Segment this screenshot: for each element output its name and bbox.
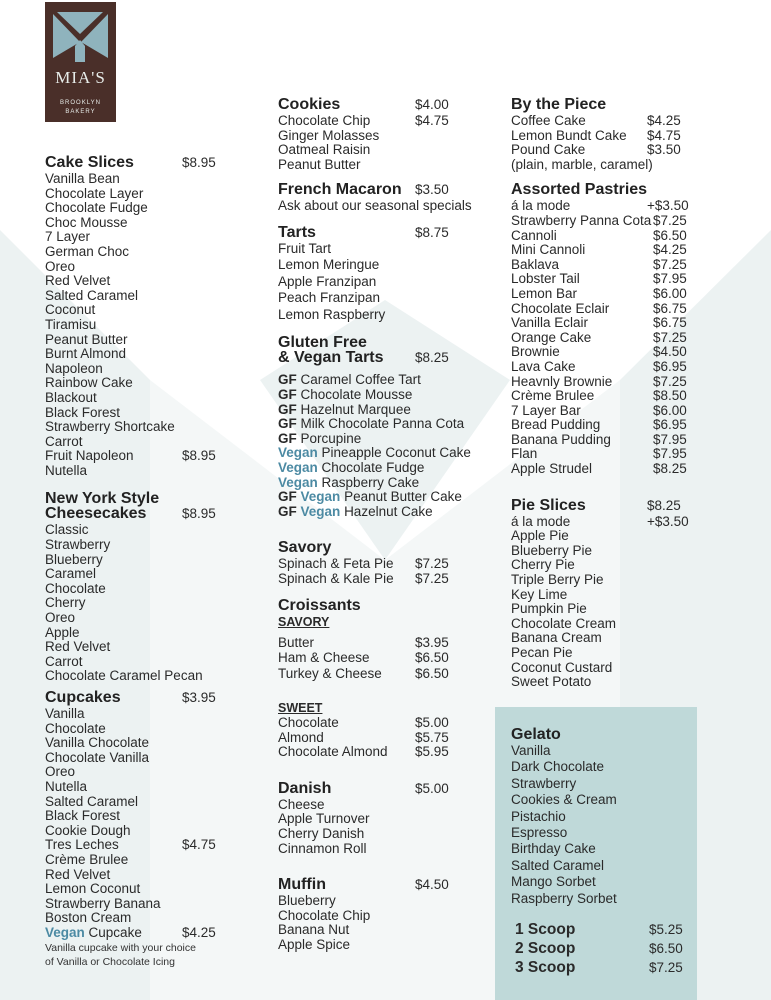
item-name: Baklava xyxy=(511,256,560,272)
item-name: Bread Pudding xyxy=(511,417,601,433)
item-price: $3.95 xyxy=(415,634,449,650)
gf-tag: GF xyxy=(278,372,297,388)
scoop-row xyxy=(511,958,691,977)
item-price: $4.25 xyxy=(647,113,681,128)
list-item: Espresso xyxy=(511,824,568,840)
item-name: Almond xyxy=(278,729,324,745)
list-item: Burnt Almond xyxy=(45,346,127,362)
item-name: Caramel Coffee Tart xyxy=(300,372,421,388)
gf-vegan-header-line2 xyxy=(278,349,498,367)
gf-tag: GF xyxy=(278,430,297,446)
item-price: $6.75 xyxy=(653,300,687,316)
list-item xyxy=(45,838,245,853)
list-item xyxy=(278,490,498,505)
list-item xyxy=(278,731,498,746)
list-item xyxy=(511,433,741,448)
item-name: Orange Cake xyxy=(511,329,592,345)
list-item xyxy=(511,447,741,462)
item-name: Chocolate Fudge xyxy=(321,460,425,476)
vegan-tag: Vegan xyxy=(300,503,341,519)
scoop-row xyxy=(511,920,691,939)
list-item xyxy=(278,667,498,683)
scoop-price: $7.25 xyxy=(649,959,683,975)
list-item: Vanilla Chocolate xyxy=(45,735,150,751)
item-name: Tres Leches xyxy=(45,837,119,853)
list-item: Peanut Butter xyxy=(278,156,361,172)
list-item xyxy=(511,199,741,214)
cake-slices-header xyxy=(45,154,245,172)
cupcakes-header xyxy=(45,689,245,707)
list-item: Caramel xyxy=(45,566,97,582)
cupcakes-title: Cupcakes xyxy=(45,689,121,706)
list-item xyxy=(511,331,741,346)
item-name: Milk Chocolate Panna Cota xyxy=(300,416,465,432)
item-name: Brownie xyxy=(511,344,560,360)
danish-title: Danish xyxy=(278,779,332,797)
list-item: Pistachio xyxy=(511,808,566,824)
item-name: Banana Pudding xyxy=(511,431,611,447)
by-the-piece-note: (plain, marble, caramel) xyxy=(511,156,653,172)
item-name: Raspberry Cake xyxy=(321,474,420,490)
scoop-size: 3 Scoop xyxy=(515,958,576,976)
item-price: +$3.50 xyxy=(647,513,689,529)
item-name: Turkey & Cheese xyxy=(278,666,382,682)
item-name: Hazelnut Marquee xyxy=(300,401,411,417)
cookies-title: Cookies xyxy=(278,96,341,113)
list-item: Strawberry Shortcake xyxy=(45,419,175,435)
item-name: Cupcake xyxy=(88,924,142,940)
item-name: Vanilla Eclair xyxy=(511,315,589,331)
list-item: Blueberry xyxy=(45,551,103,567)
item-price: $8.95 xyxy=(182,448,216,464)
list-item xyxy=(511,272,741,287)
cupcake-note-2: of Vanilla or Chocolate Icing xyxy=(45,955,175,968)
item-name: Butter xyxy=(278,634,315,650)
item-name: 7 Layer Bar xyxy=(511,402,581,418)
item-name: Porcupine xyxy=(300,430,362,446)
list-item xyxy=(278,461,498,476)
item-name: Ham & Cheese xyxy=(278,650,370,666)
vegan-tag: Vegan xyxy=(278,445,318,461)
list-item: Ginger Molasses xyxy=(278,127,380,143)
list-item: Salted Caramel xyxy=(45,793,139,809)
cupcake-note-1: Vanilla cupcake with your choice xyxy=(45,941,196,954)
logo-sub-bakery: BAKERY xyxy=(65,109,96,115)
list-item: Cherry Pie xyxy=(511,557,575,573)
macaron-header xyxy=(278,181,498,199)
list-item: Sweet Potato xyxy=(511,674,592,690)
list-item xyxy=(278,636,498,652)
brand-logo xyxy=(45,2,116,122)
item-price: $7.25 xyxy=(653,329,687,345)
croissants-header xyxy=(278,597,498,615)
vegan-tag: Vegan xyxy=(278,460,318,476)
list-item xyxy=(511,375,741,390)
list-item: Chocolate Fudge xyxy=(45,200,148,216)
list-item: Banana Nut xyxy=(278,922,350,938)
list-item: Apple Spice xyxy=(278,936,351,952)
gf-tag: GF xyxy=(278,489,297,505)
item-price: $6.50 xyxy=(415,650,449,666)
cupcakes-price: $3.95 xyxy=(182,690,216,705)
scoop-size: 1 Scoop xyxy=(515,920,576,938)
list-item xyxy=(278,476,498,491)
scoop-size: 2 Scoop xyxy=(515,939,576,957)
list-item: Coconut Custard xyxy=(511,659,613,675)
list-item: Nutella xyxy=(45,778,88,794)
item-price: $7.25 xyxy=(653,212,687,228)
list-item xyxy=(278,432,498,447)
cheesecakes-title-1: New York Style xyxy=(45,490,160,508)
scoop-price: $5.25 xyxy=(649,921,683,937)
gelato-title: Gelato xyxy=(511,726,561,743)
list-item: Apple Turnover xyxy=(278,811,370,827)
item-price: $4.50 xyxy=(653,344,687,360)
item-name: Chocolate Chip xyxy=(278,113,371,128)
list-item: Crème Brulee xyxy=(45,851,129,867)
scoop-price: $6.50 xyxy=(649,940,683,956)
list-item: Dark Chocolate xyxy=(511,759,605,775)
list-item: Pumpkin Pie xyxy=(511,601,587,617)
muffin-header xyxy=(278,876,498,894)
vegan-tag: Vegan xyxy=(45,924,85,940)
macaron-price: $3.50 xyxy=(415,182,449,198)
list-item: Carrot xyxy=(45,433,83,449)
list-item: Cinnamon Roll xyxy=(278,840,367,856)
list-item xyxy=(511,389,741,404)
list-item: Chocolate Cream xyxy=(511,615,617,631)
list-item: Strawberry xyxy=(45,537,111,553)
item-price: $6.50 xyxy=(653,227,687,243)
list-item xyxy=(511,229,741,244)
macaron-note: Ask about our seasonal specials xyxy=(278,198,472,214)
item-price: $7.25 xyxy=(653,256,687,272)
vegan-tag: Vegan xyxy=(278,474,318,490)
tarts-header xyxy=(278,224,498,242)
list-item xyxy=(511,404,741,419)
list-item xyxy=(511,360,741,375)
pie-header xyxy=(511,497,741,515)
list-item: Salted Caramel xyxy=(45,287,139,303)
list-item: Chocolate Vanilla xyxy=(45,749,150,765)
list-item: Raspberry Sorbet xyxy=(511,890,617,906)
list-item xyxy=(511,114,741,129)
item-price: $8.50 xyxy=(653,388,687,404)
list-item: Red Velvet xyxy=(45,639,111,655)
list-item xyxy=(511,418,741,433)
list-item: Lemon Raspberry xyxy=(278,306,386,322)
cake-slices-title: Cake Slices xyxy=(45,154,134,171)
item-price: $6.00 xyxy=(653,285,687,301)
item-price: $6.95 xyxy=(653,358,687,374)
list-item: Chocolate Chip xyxy=(278,907,371,923)
list-item xyxy=(278,505,498,520)
tarts-price: $8.75 xyxy=(415,224,449,240)
by-the-piece-title: By the Piece xyxy=(511,96,607,113)
item-name: Lemon Bar xyxy=(511,285,578,301)
item-price: $7.95 xyxy=(653,431,687,447)
list-item xyxy=(511,143,741,158)
list-item xyxy=(511,243,741,258)
item-name: Peanut Butter Cake xyxy=(344,489,462,505)
item-price: $8.25 xyxy=(653,461,687,477)
list-item: Key Lime xyxy=(511,586,568,602)
list-item: Classic xyxy=(45,522,89,538)
item-name: Lemon Bundt Cake xyxy=(511,127,627,143)
list-item: Strawberry Banana xyxy=(45,895,161,911)
list-item: Blueberry Pie xyxy=(511,542,593,558)
cheesecakes-title-2: Cheesecakes xyxy=(45,505,147,523)
savory-header xyxy=(278,539,498,557)
item-name: Cannoli xyxy=(511,227,557,243)
by-the-piece-header xyxy=(511,96,741,114)
list-item: Red Velvet xyxy=(45,273,111,289)
croissants-sweet-label: SWEET xyxy=(278,700,323,715)
list-item: Birthday Cake xyxy=(511,841,596,857)
logo-name: MIA'S xyxy=(55,68,106,87)
list-item xyxy=(511,302,741,317)
croissants-title: Croissants xyxy=(278,596,361,614)
gelato-panel xyxy=(495,707,697,1000)
muffin-title: Muffin xyxy=(278,876,326,894)
pie-price: $8.25 xyxy=(647,497,681,513)
item-price: $4.25 xyxy=(653,242,687,258)
list-item: Banana Cream xyxy=(511,630,602,646)
menu-column-middle xyxy=(278,96,498,953)
item-price: $7.25 xyxy=(415,571,449,586)
cake-slices-price: $8.95 xyxy=(182,155,216,170)
item-name: Pineapple Coconut Cake xyxy=(321,445,471,461)
list-item: Choc Mousse xyxy=(45,214,128,230)
list-item: German Choc xyxy=(45,243,130,259)
list-item: Triple Berry Pie xyxy=(511,572,604,588)
list-item: Strawberry xyxy=(511,775,577,791)
item-price: $7.25 xyxy=(415,556,449,572)
list-item: Blackout xyxy=(45,389,97,405)
list-item xyxy=(511,287,741,302)
list-item: 7 Layer xyxy=(45,229,91,245)
list-item: Peach Franzipan xyxy=(278,290,381,306)
list-item xyxy=(278,114,498,129)
item-name: Coffee Cake xyxy=(511,113,586,128)
vegan-tag: Vegan xyxy=(300,489,341,505)
list-item: Chocolate xyxy=(45,580,106,596)
list-item: Chocolate xyxy=(45,720,106,736)
list-item: Vanilla Bean xyxy=(45,171,120,186)
list-item: Napoleon xyxy=(45,360,103,376)
list-item xyxy=(278,446,498,461)
item-name: Chocolate Eclair xyxy=(511,300,610,316)
list-item: Pecan Pie xyxy=(511,645,573,660)
danish-header xyxy=(278,780,498,798)
cheesecakes-header-line2 xyxy=(45,505,245,523)
gf-tag: GF xyxy=(278,503,297,519)
item-name: Mini Cannoli xyxy=(511,242,586,258)
pastries-title: Assorted Pastries xyxy=(511,181,648,199)
list-item xyxy=(278,651,498,667)
list-item xyxy=(511,316,741,331)
list-item xyxy=(278,716,498,731)
item-name: Flan xyxy=(511,446,538,462)
logo-emblem-icon xyxy=(45,2,116,66)
item-name: Chocolate Mousse xyxy=(300,387,413,403)
list-item xyxy=(278,373,498,388)
gf-tag: GF xyxy=(278,387,297,403)
item-name: Chocolate Almond xyxy=(278,744,388,760)
list-item: Coconut xyxy=(45,302,96,318)
muffin-price: $4.50 xyxy=(415,877,449,893)
list-item: Cheese xyxy=(278,796,325,812)
list-item xyxy=(511,258,741,273)
list-item: Apple Franzipan xyxy=(278,273,377,289)
gf-tag: GF xyxy=(278,401,297,417)
item-price: $6.75 xyxy=(653,315,687,331)
list-item xyxy=(278,572,498,587)
menu-column-left xyxy=(45,154,245,969)
list-item xyxy=(278,403,498,418)
list-item: Cherry xyxy=(45,595,86,611)
croissants-savory-label: SAVORY xyxy=(278,614,330,629)
list-item: Chocolate Layer xyxy=(45,185,144,201)
item-name: Hazelnut Cake xyxy=(344,503,433,519)
item-name: Pound Cake xyxy=(511,142,586,158)
item-price: $5.00 xyxy=(415,714,449,730)
item-price: $5.95 xyxy=(415,744,449,760)
danish-price: $5.00 xyxy=(415,780,449,796)
list-item: Cherry Danish xyxy=(278,825,365,841)
list-item: Salted Caramel xyxy=(511,857,605,873)
list-item: Blueberry xyxy=(278,893,336,909)
list-item xyxy=(511,462,741,477)
menu-column-right xyxy=(511,96,741,690)
pastries-header xyxy=(511,181,741,199)
cheesecakes-price: $8.95 xyxy=(182,506,216,522)
cookies-header xyxy=(278,96,498,114)
item-name: Lava Cake xyxy=(511,358,576,374)
list-item: Cookie Dough xyxy=(45,822,131,838)
list-item: Red Velvet xyxy=(45,866,111,882)
item-name: Spinach & Feta Pie xyxy=(278,556,394,572)
item-price: +$3.50 xyxy=(647,198,689,214)
list-item: Boston Cream xyxy=(45,910,132,926)
item-name: Apple Strudel xyxy=(511,461,593,477)
list-item xyxy=(511,214,741,229)
list-item: Rainbow Cake xyxy=(45,375,133,391)
item-price: $4.75 xyxy=(415,113,449,128)
list-item: Carrot xyxy=(45,653,83,669)
list-item xyxy=(278,745,498,760)
cookies-price: $4.00 xyxy=(415,97,449,112)
item-name: Crème Brulee xyxy=(511,388,595,404)
gf-vegan-price: $8.25 xyxy=(415,350,449,366)
item-name: Spinach & Kale Pie xyxy=(278,571,394,586)
item-name: Chocolate xyxy=(278,714,339,730)
item-price: $4.25 xyxy=(182,924,216,940)
list-item: Lemon Meringue xyxy=(278,257,380,273)
list-item: Apple xyxy=(45,624,80,640)
item-price: $6.95 xyxy=(653,417,687,433)
pie-title: Pie Slices xyxy=(511,496,586,514)
scoop-row xyxy=(511,939,691,958)
list-item xyxy=(45,449,245,464)
savory-title: Savory xyxy=(278,539,332,557)
gf-tag: GF xyxy=(278,416,297,432)
list-item: Oreo xyxy=(45,258,76,274)
item-price: $4.75 xyxy=(182,837,216,853)
gelato-header xyxy=(511,726,691,744)
list-item: Mango Sorbet xyxy=(511,874,596,890)
list-item: Oreo xyxy=(45,764,76,780)
item-name: Lobster Tail xyxy=(511,271,580,287)
item-name: Heavnly Brownie xyxy=(511,373,613,389)
list-item: Lemon Coconut xyxy=(45,881,141,897)
list-item: Fruit Tart xyxy=(278,240,332,256)
list-item xyxy=(511,129,741,144)
item-price: $7.95 xyxy=(653,446,687,462)
list-item: Black Forest xyxy=(45,808,121,824)
item-price: $6.00 xyxy=(653,402,687,418)
item-price: $5.75 xyxy=(415,729,449,745)
list-item xyxy=(278,557,498,572)
list-item xyxy=(278,388,498,403)
list-item: Oatmeal Raisin xyxy=(278,142,371,158)
list-item: Black Forest xyxy=(45,404,121,420)
list-item: Vanilla xyxy=(511,743,551,758)
item-price: $3.50 xyxy=(647,142,681,158)
list-item: Cookies & Cream xyxy=(511,792,617,808)
item-price: $6.50 xyxy=(415,666,449,682)
list-item xyxy=(511,345,741,360)
list-item: Vanilla xyxy=(45,706,85,721)
macaron-title: French Macaron xyxy=(278,181,402,199)
list-item: Tiramisu xyxy=(45,316,97,332)
item-price: $4.75 xyxy=(647,127,681,143)
list-item: Nutella xyxy=(45,462,88,478)
item-name: Fruit Napoleon xyxy=(45,448,134,464)
item-price: $7.25 xyxy=(653,373,687,389)
logo-sub-brooklyn: BROOKLYN xyxy=(60,100,101,106)
item-price: $7.95 xyxy=(653,271,687,287)
list-item: Peanut Butter xyxy=(45,331,128,347)
list-item: Chocolate Caramel Pecan xyxy=(45,668,203,684)
item-name: á la mode xyxy=(511,513,571,529)
gf-vegan-title-2: & Vegan Tarts xyxy=(278,349,384,367)
item-name: á la mode xyxy=(511,198,571,214)
list-item: Apple Pie xyxy=(511,528,569,544)
list-item: Oreo xyxy=(45,610,76,626)
gf-vegan-title-1: Gluten Free xyxy=(278,334,367,352)
item-name: Strawberry Panna Cota xyxy=(511,212,652,228)
list-item xyxy=(511,515,741,530)
list-item xyxy=(45,926,245,941)
list-item xyxy=(278,417,498,432)
tarts-title: Tarts xyxy=(278,223,316,241)
